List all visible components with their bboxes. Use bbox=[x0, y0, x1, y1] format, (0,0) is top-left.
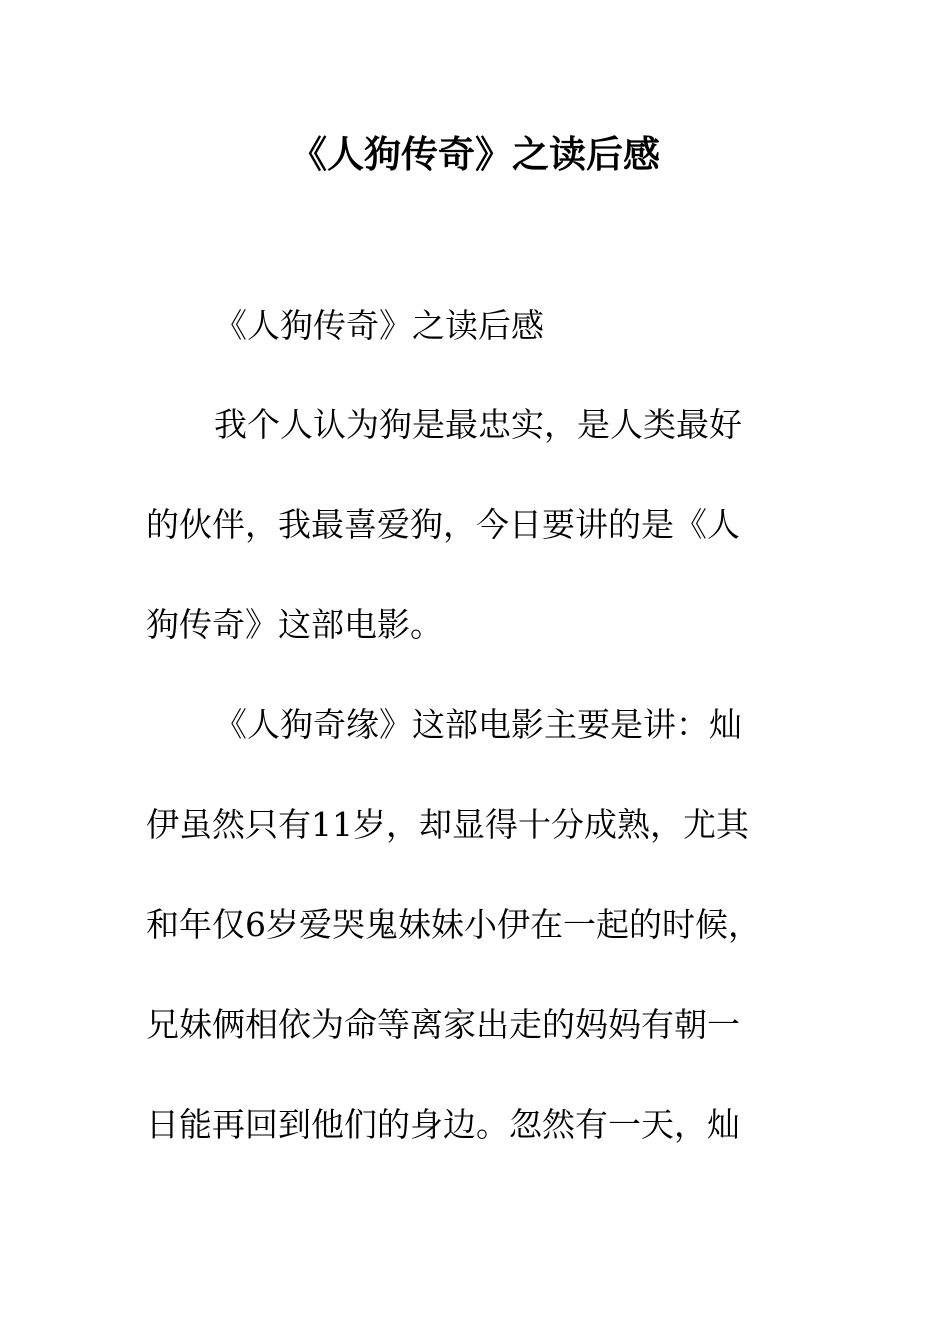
document-title: 《人狗传奇》之读后感 bbox=[290, 132, 660, 176]
subtitle-line: 《人狗传奇》之读后感 bbox=[214, 306, 544, 345]
paragraph-line: 日能再回到他们的身边。忽然有一天，灿 bbox=[146, 1105, 740, 1144]
paragraph-line: 兄妹俩相依为命等离家出走的妈妈有朝一 bbox=[146, 1005, 740, 1044]
paragraph-line: 我个人认为狗是最忠实，是人类最好 bbox=[214, 405, 742, 444]
paragraph-line: 和年仅6岁爱哭鬼妹妹小伊在一起的时候， bbox=[146, 905, 761, 944]
paragraph-line: 的伙伴，我最喜爱狗，今日要讲的是《人 bbox=[146, 505, 740, 544]
paragraph-line: 伊虽然只有11岁，却显得十分成熟，尤其 bbox=[146, 805, 749, 844]
paragraph-line: 《人狗奇缘》这部电影主要是讲：灿 bbox=[214, 705, 742, 744]
paragraph-line: 狗传奇》这部电影。 bbox=[146, 605, 443, 644]
